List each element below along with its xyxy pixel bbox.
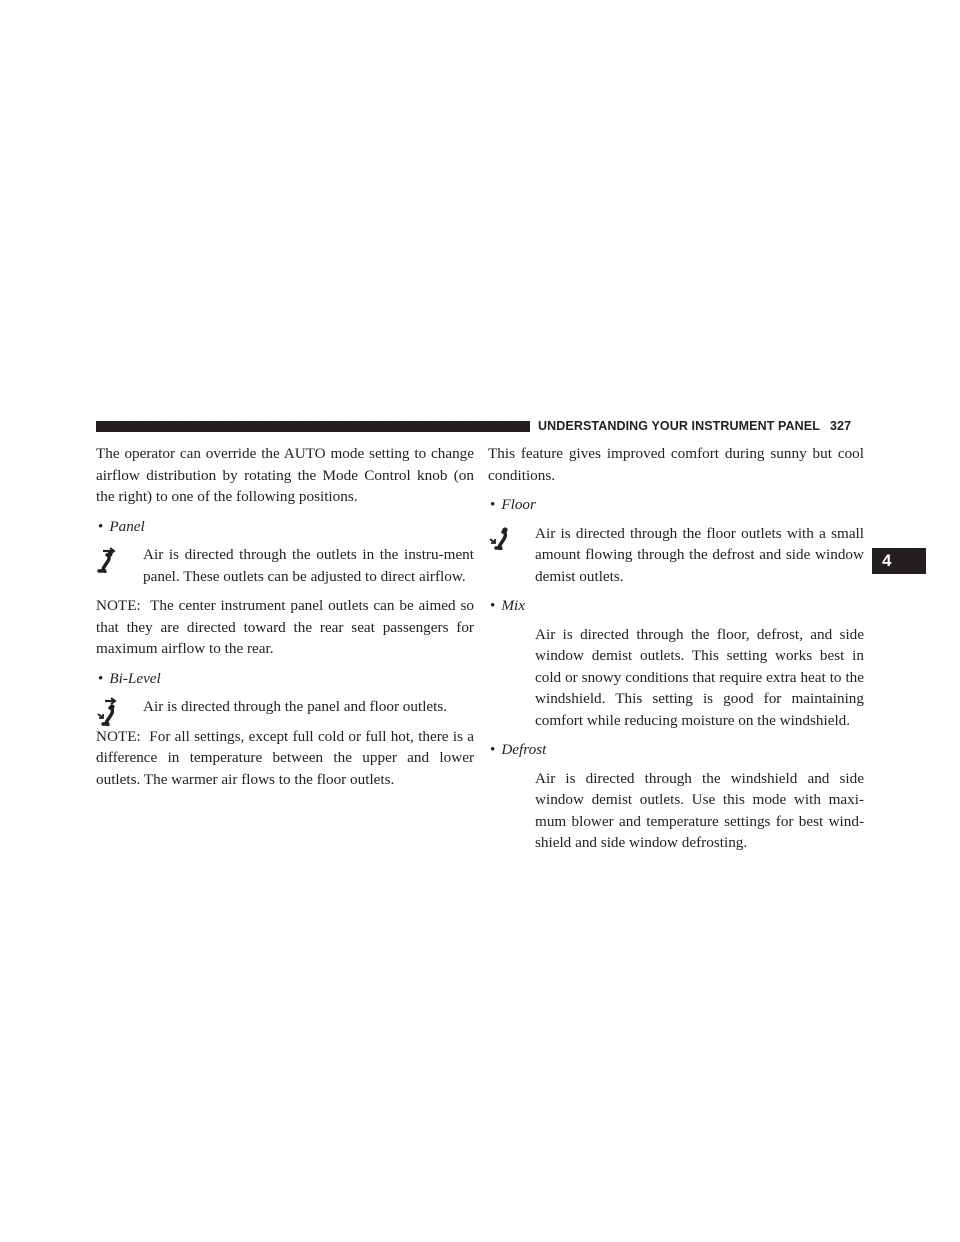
floor-heading: • Floor <box>490 496 536 513</box>
bilevel-heading: • Bi-Level <box>98 669 161 687</box>
defrost-mode-description <box>488 768 864 854</box>
page-number: 327 <box>829 419 852 433</box>
note-2: NOTE: For all settings, except full cold or full hot, there is a difference in temperature between the upper and lower outlets. The warmer air flows to the floor outlets. <box>96 727 474 788</box>
continuation-paragraph: This feature gives improved comfort during sunny but cool conditions. <box>488 445 864 484</box>
defrost-text: Air is directed through the windshield and side window demist outlets. Use this mode with maxi-mum blower and temperature settings for best wind-shield and side window defrosting. <box>535 769 864 851</box>
bilevel-mode-icon <box>96 697 124 727</box>
defrost-heading: • Defrost <box>490 741 547 758</box>
panel-mode-description <box>96 544 474 587</box>
chapter-tab: 4 <box>872 548 926 574</box>
panel-mode-icon <box>96 545 124 575</box>
right-column <box>488 443 864 862</box>
bilevel-text: Air is directed through the panel and floor outlets. <box>143 698 448 715</box>
panel-text: Air is directed through the outlets in the instru-ment panel. These outlets can be adjusted to direct airflow. <box>143 546 474 585</box>
left-column <box>96 443 474 798</box>
floor-mode-icon <box>488 524 516 554</box>
mix-heading: • Mix <box>490 597 525 614</box>
floor-text: Air is directed through the floor outlets with a small amount flowing through the defrost and side window demist outlets. <box>535 524 864 585</box>
running-header <box>538 419 851 433</box>
intro-paragraph: The operator can override the AUTO mode setting to change airflow distribution by rotating the Mode Control knob (on the right) to one of the following positions. <box>96 445 474 505</box>
note-1: NOTE: The center instrument panel outlets can be aimed so that they are directed toward the rear seat passengers for maximum airflow to the rear. <box>96 597 474 657</box>
bilevel-mode-description <box>96 696 474 718</box>
floor-mode-description <box>488 523 864 588</box>
mix-text: Air is directed through the floor, defrost, and side window demist outlets. This setting works best in cold or snowy conditions that require extra heat to the windshield. This setting is good for maintaining comfort while reducing moisture on the windshield. <box>535 625 864 729</box>
header-rule <box>96 421 530 432</box>
panel-heading: • Panel <box>98 517 145 535</box>
mix-mode-description <box>488 624 864 732</box>
section-title: UNDERSTANDING YOUR INSTRUMENT PANEL <box>538 419 820 433</box>
